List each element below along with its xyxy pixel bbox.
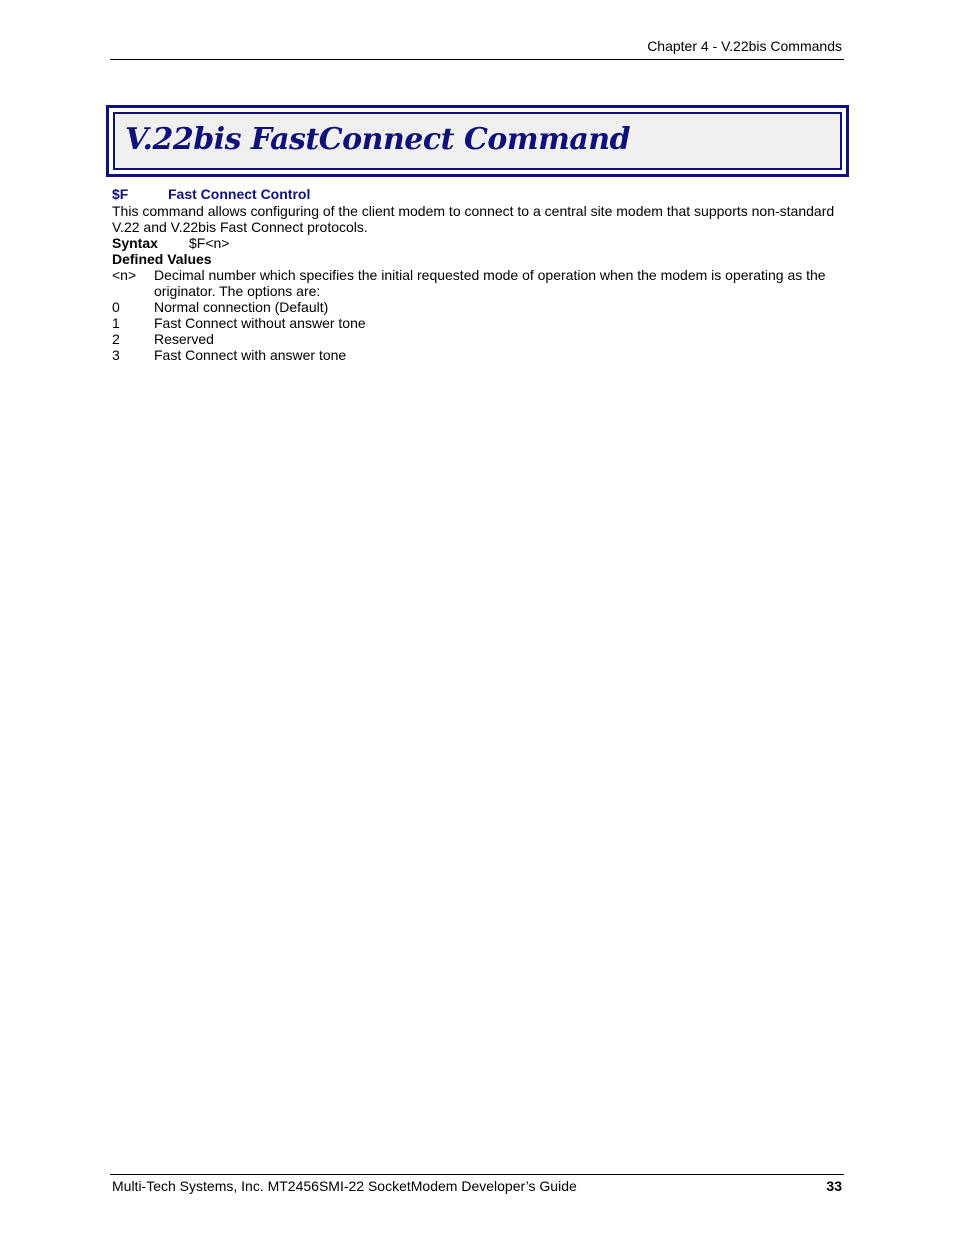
section-title: V.22bis FastConnect Command — [125, 122, 631, 157]
option-key: 0 — [112, 299, 120, 315]
page-number: 33 — [826, 1178, 842, 1194]
param-text: Decimal number which specifies the initial requested mode of operation when the modem is operating as the originator. The options are: — [154, 267, 826, 299]
option-text: Reserved — [154, 331, 214, 347]
footer-divider — [110, 1174, 844, 1175]
param-key: <n> — [112, 267, 137, 283]
option-key: 3 — [112, 347, 120, 363]
syntax-label: Syntax — [112, 235, 158, 251]
footer-text: Multi-Tech Systems, Inc. MT2456SMI-22 SocketModem Developer’s Guide — [112, 1178, 577, 1194]
param-row — [112, 267, 844, 299]
option-row — [112, 347, 844, 363]
header-divider — [110, 59, 844, 60]
option-row — [112, 331, 844, 347]
command-heading — [112, 186, 844, 203]
option-text: Normal connection (Default) — [154, 299, 329, 315]
syntax-value: $F<n> — [189, 235, 230, 251]
option-key: 2 — [112, 331, 120, 347]
option-row — [112, 299, 844, 315]
defined-values-label: Defined Values — [112, 251, 212, 267]
option-key: 1 — [112, 315, 120, 331]
command-content — [112, 186, 844, 363]
running-header: Chapter 4 - V.22bis Commands — [647, 38, 842, 54]
section-title-box — [106, 105, 849, 177]
option-text: Fast Connect with answer tone — [154, 347, 347, 363]
command-code: $F — [112, 186, 129, 202]
section-title-inner — [113, 112, 842, 170]
command-name: Fast Connect Control — [168, 186, 311, 202]
option-row — [112, 315, 844, 331]
syntax-line — [112, 235, 844, 251]
command-description: This command allows configuring of the client modem to connect to a central site modem that supports non-standard V.22 and V.22bis Fast Connect protocols. — [112, 203, 835, 235]
option-text: Fast Connect without answer tone — [154, 315, 366, 331]
